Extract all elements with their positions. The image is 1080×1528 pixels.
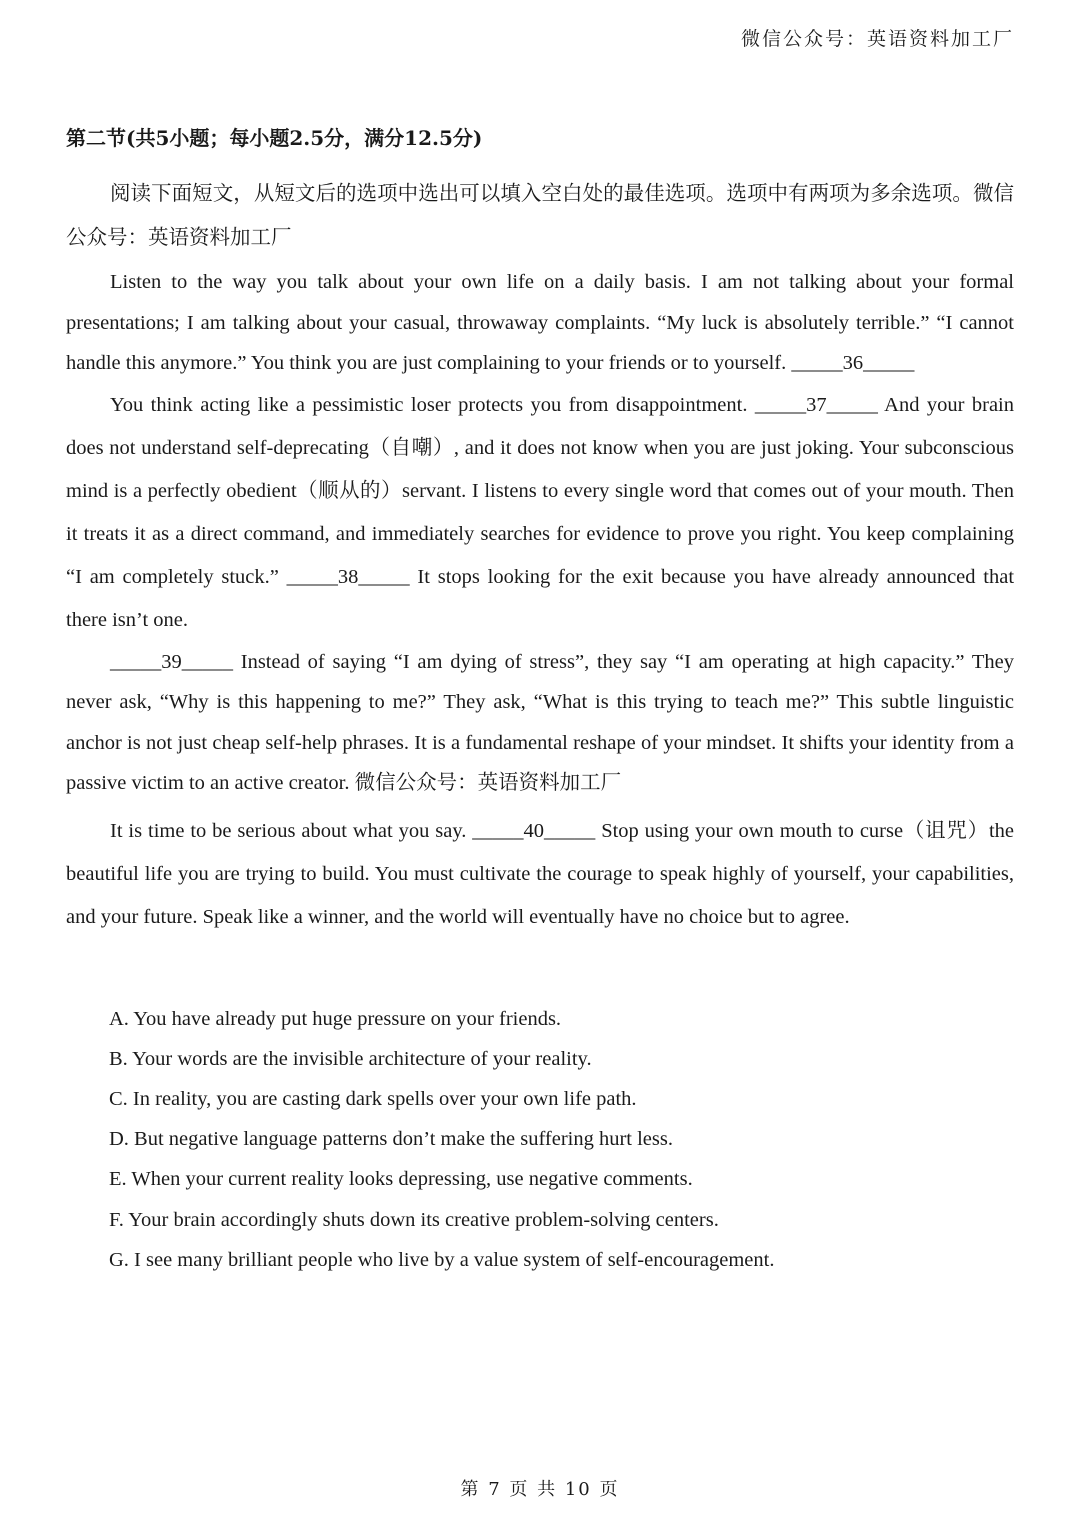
option-b: B. Your words are the invisible architecture of your reality.	[109, 1047, 592, 1070]
passage-text: It is time to be serious about what you say.	[110, 819, 467, 842]
option-c: C. In reality, you are casting dark spells over your own life path.	[109, 1087, 637, 1110]
option-e: E. When your current reality looks depressing, use negative comments.	[109, 1168, 693, 1191]
passage-text: Instead of saying “I am dying of stress”, they say “I am operating at high capacity.” They never ask, “Why is this happening to me?” They ask, “What is this trying to teach me?” This subtle linguistic anchor is not just cheap self-help phrases. It is a fundamental reshape of your mindset. It shifts your identity from a passive victim to an active creator. 微信公众号：英语资料加工厂	[66, 650, 1015, 794]
blank-37: _____37_____	[754, 393, 878, 416]
section-instruction: 阅读下面短文，从短文后的选项中选出可以填入空白处的最佳选项。选项中有两项为多余选项。微信公众号：英语资料加工厂	[66, 181, 1014, 249]
page-footer-number: 第 7 页 共 10 页	[460, 1479, 620, 1500]
passage-paragraph-3	[66, 642, 1014, 804]
passage-text: And your brain does not understand self-deprecating（自嘲）, and it does not know when you are just joking. Your subconscious mind is a perfectly obedient（顺从的）servant. I listens to every single word that comes out of your mouth. Then it treats it as a direct command, and immediately searches for evidence to prove you right. You keep complaining “I am completely stuck.”	[66, 393, 1015, 588]
passage-text: Listen to the way you talk about your own life on a daily basis. I am not talking about your formal presentations; I am talking about your casual, throwaway complaints. “My luck is absolutely terrible.” “I cannot handle this anymore.” You think you are just complaining to your friends or to yourself.	[66, 271, 1014, 374]
passage-text: It stops looking for the exit because you have already announced that there isn’t one.	[66, 565, 1015, 631]
passage-text: You think acting like a pessimistic loser protects you from disappointment.	[110, 393, 748, 416]
page-content	[66, 122, 1014, 1280]
option-a: A. You have already put huge pressure on your friends.	[109, 1007, 562, 1030]
passage-paragraph-1	[66, 262, 1014, 384]
blank-40: _____40_____	[472, 819, 596, 842]
passage-text: Stop using your own mouth to curse（诅咒）the beautiful life you are trying to build. You must cultivate the courage to speak highly of yourself, your capabilities, and your future. Speak like a winner, and the world will eventually have no choice but to agree.	[66, 819, 1014, 928]
option-d: D. But negative language patterns don’t make the suffering hurt less.	[109, 1128, 673, 1151]
option-f: F. Your brain accordingly shuts down its creative problem-solving centers.	[109, 1208, 719, 1231]
blank-38: _____38_____	[286, 565, 410, 588]
page-header-watermark: 微信公众号：英语资料加工厂	[740, 28, 1014, 50]
blank-39: _____39_____	[110, 650, 233, 673]
section-title: 第二节(共5小题；每小题2.5分，满分12.5分)	[66, 126, 483, 150]
options-list	[66, 999, 1014, 1280]
passage-paragraph-2	[66, 384, 1014, 642]
blank-36: _____36_____	[791, 352, 915, 374]
option-g: G. I see many brilliant people who live by a value system of self-encouragement.	[109, 1248, 775, 1271]
passage-paragraph-4	[66, 810, 1014, 939]
